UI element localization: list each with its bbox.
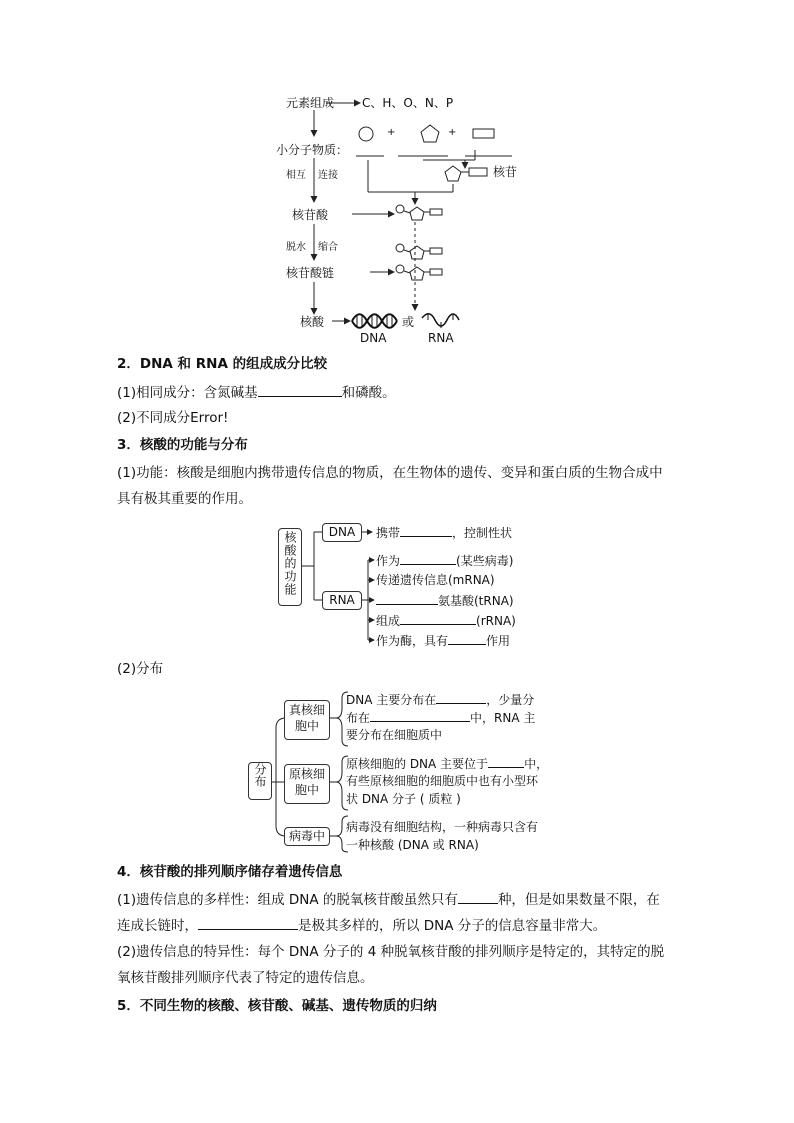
section-4-p2-line-1: (2)遗传信息的特异性：每个 DNA 分子的 4 种脱氧核苷酸的排列顺序是特定的，其特定的脱 [117, 944, 665, 960]
dna-label: DNA [360, 331, 387, 345]
section-5-heading: 5．不同生物的核酸、核苷酸、碱基、遗传物质的归纳 [117, 998, 437, 1014]
rna-function-1-prefix: 作为 [376, 554, 401, 568]
answer-blank[interactable] [488, 755, 524, 768]
rna-function-4-suffix: (rRNA) [476, 614, 516, 628]
rna-label: RNA [428, 331, 454, 345]
distribution-root-label: 分布 [253, 763, 267, 787]
section-2-item-2: (2)不同成分Error! [117, 410, 229, 426]
function-text-line-2: 具有极其重要的作用。 [117, 491, 252, 507]
p1-line-1-suffix: 种，但是如果数量不限，在 [497, 892, 660, 908]
virus-line-1: 病毒没有细胞结构，一种病毒只含有 [346, 820, 539, 834]
virus-box: 病毒中 [284, 827, 330, 846]
nucleotide-label: 核苷酸 [292, 208, 329, 222]
eukaryote-box [284, 700, 330, 740]
answer-blank[interactable] [458, 889, 498, 904]
prokaryote-line-3: 状 DNA 分子 ( 质粒 ) [346, 792, 461, 806]
rna-function-3-suffix: 氨基酸(tRNA) [438, 594, 514, 608]
item-1-prefix: (1)相同成分：含氮碱基 [117, 385, 258, 401]
distribution-label: (2)分布 [117, 661, 164, 677]
section-4-p1-line-1 [117, 889, 660, 910]
item-1-suffix: 和磷酸。 [341, 385, 396, 401]
section-4-p1-line-2 [117, 915, 606, 936]
eukaryote-label: 真核细胞中 [289, 703, 326, 733]
rna-function-4 [376, 612, 516, 629]
dna-function [376, 524, 512, 541]
base-shape [473, 129, 494, 138]
dehydration-label: 缩合 [318, 242, 338, 253]
eukaryote-line-3: 要分布在细胞质中 [346, 728, 443, 742]
answer-blank[interactable] [370, 709, 470, 722]
dehydration-label: 脱水 [286, 242, 306, 253]
dna-box: DNA [322, 523, 362, 542]
eukaryote-line-1 [346, 691, 534, 708]
dna-function-prefix: 携带 [376, 526, 401, 540]
rna-box: RNA [322, 591, 362, 610]
elements-list: C、H、O、N、P [362, 96, 454, 110]
answer-blank[interactable] [198, 915, 298, 930]
function-root-box [278, 528, 302, 606]
composition-diagram [260, 88, 520, 346]
answer-blank[interactable] [400, 612, 476, 625]
plus-sign: + [448, 127, 457, 138]
function-text-line-1: (1)功能：核酸是细胞内携带遗传信息的物质，在生物体的遗传、变异和蛋白质的生物合成中 [117, 465, 663, 481]
eukaryote-line-1-suffix: ，少量分 [486, 693, 535, 707]
distribution-root-box [248, 762, 272, 800]
prokaryote-line-1-suffix: 中， [524, 757, 549, 771]
plus-sign: + [387, 127, 396, 138]
or-label: 或 [402, 315, 415, 329]
dna-function-suffix: ，控制性状 [452, 526, 513, 540]
small-molecule-label: 小分子物质： [276, 143, 349, 157]
virus-line-2: 一种核酸 (DNA 或 RNA) [346, 838, 479, 852]
eukaryote-line-1-prefix: DNA 主要分布在 [346, 693, 437, 707]
distribution-diagram [246, 688, 586, 854]
prokaryote-line-1 [346, 755, 548, 772]
prokaryote-line-2: 有些原核细胞的细胞质中也有小型环 [346, 774, 539, 788]
prokaryote-box [284, 764, 330, 804]
rna-function-5-prefix: 作为酶，具有 [376, 634, 449, 648]
nucleic-acid-label: 核酸 [300, 315, 325, 329]
rna-function-1 [376, 552, 513, 569]
dna-helix-icon [352, 314, 397, 328]
rna-function-3 [376, 592, 514, 609]
section-2-heading: 2．DNA 和 RNA 的组成成分比较 [117, 356, 328, 372]
answer-blank[interactable] [258, 382, 342, 397]
answer-blank[interactable] [400, 552, 456, 565]
section-4-heading: 4．核苷酸的排列顺序储存着遗传信息 [117, 864, 343, 880]
answer-blank[interactable] [448, 632, 486, 645]
answer-blank[interactable] [376, 592, 438, 605]
function-diagram [276, 518, 546, 652]
phosphate-shape [359, 127, 373, 141]
link-label: 相互 [286, 170, 306, 181]
function-root-label: 核酸的功能 [283, 531, 297, 596]
p1-line-2-suffix: 是极其多样的，所以 DNA 分子的信息容量非常大。 [298, 918, 607, 934]
pentose-shape [421, 125, 439, 142]
section-4-p2-line-2: 氧核苷酸排列顺序代表了特定的遗传信息。 [117, 970, 374, 986]
eukaryote-line-2-suffix: 中，RNA 主 [470, 711, 536, 725]
element-label: 元素组成 [286, 96, 335, 110]
prokaryote-line-1-prefix: 原核细胞的 DNA 主要位于 [346, 757, 489, 771]
rna-function-5-suffix: 作用 [486, 634, 511, 648]
eukaryote-line-2 [346, 709, 535, 726]
rna-function-2: 传递遗传信息(mRNA) [376, 573, 495, 587]
rna-function-5 [376, 632, 510, 649]
rna-function-4-prefix: 组成 [376, 614, 401, 628]
chain-label: 核苷酸链 [286, 266, 335, 280]
prokaryote-label: 原核细胞中 [289, 767, 326, 797]
section-2-item-1 [117, 382, 396, 403]
answer-blank[interactable] [436, 691, 486, 704]
p1-line-2-prefix: 连成长链时， [117, 918, 198, 934]
p1-line-1-prefix: (1)遗传信息的多样性：组成 DNA 的脱氧核苷酸虽然只有 [117, 892, 458, 908]
eukaryote-line-2-prefix: 布在 [346, 711, 371, 725]
rna-strand-icon [422, 314, 459, 328]
section-3-heading: 3．核酸的功能与分布 [117, 437, 248, 453]
answer-blank[interactable] [400, 524, 452, 537]
link-label: 连接 [318, 170, 338, 181]
rna-function-1-suffix: (某些病毒) [456, 554, 514, 568]
nucleoside-label: 核苷 [493, 165, 518, 179]
